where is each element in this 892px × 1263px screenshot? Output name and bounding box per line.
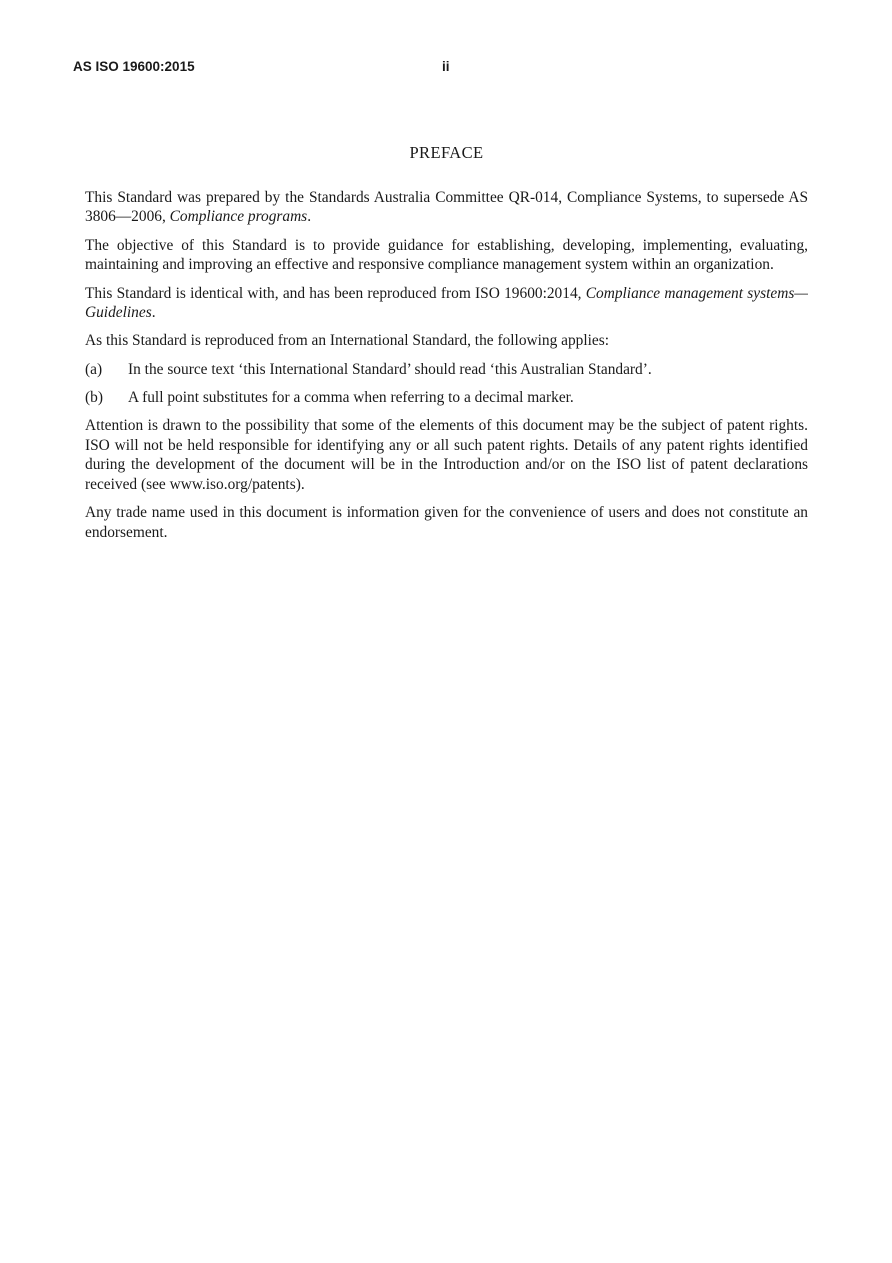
page-number: ii: [442, 59, 450, 74]
list-marker: (b): [85, 388, 103, 406]
paragraph-end: .: [307, 208, 312, 226]
list-item-text: A full point substitutes for a comma when referring to a decimal marker.: [128, 388, 574, 406]
preface-paragraph-identical: [85, 284, 808, 323]
preface-paragraph-trade-name: Any trade name used in this document is information given for the convenience of users and does not constitute an endorsement.: [85, 504, 808, 542]
preface-paragraph-objective: The objective of this Standard is to provide guidance for establishing, developing, implementing, evaluating, maintaining and improving an effective and responsive compliance management system within an organization.: [85, 236, 808, 274]
preface-heading: PREFACE: [409, 143, 484, 162]
paragraph-text: This Standard is identical with, and has been reproduced from ISO 19600:2014,: [85, 284, 586, 302]
paragraph-text: This Standard was prepared by the Standards Australia Committee QR-014, Compliance Systems, to supersede AS 3806—2006,: [85, 188, 808, 226]
superseded-title: Compliance programs: [169, 208, 308, 226]
list-item: [85, 360, 808, 380]
list-item: [85, 388, 808, 408]
preface-section: [85, 143, 808, 551]
page-header: [73, 59, 819, 77]
preface-paragraph-applies: As this Standard is reproduced from an International Standard, the following applies:: [85, 332, 610, 350]
preface-paragraph-patent: Attention is drawn to the possibility that some of the elements of this document may be the subject of patent rights. ISO will not be held responsible for identifying any or all such patent rights. Details of any patent rights identified during the development of the document will be in the Introduction and/or on the ISO list of patent declarations received (see www.iso.org/patents).: [85, 417, 808, 494]
preface-paragraph-committee: [85, 188, 808, 227]
document-id: AS ISO 19600:2015: [73, 59, 195, 74]
paragraph-end: .: [151, 304, 156, 322]
list-marker: (a): [85, 360, 103, 378]
list-item-text: In the source text ‘this International Standard’ should read ‘this Australian Standard’.: [128, 360, 652, 378]
iso-title: Compliance management systems—Guidelines: [85, 284, 808, 322]
